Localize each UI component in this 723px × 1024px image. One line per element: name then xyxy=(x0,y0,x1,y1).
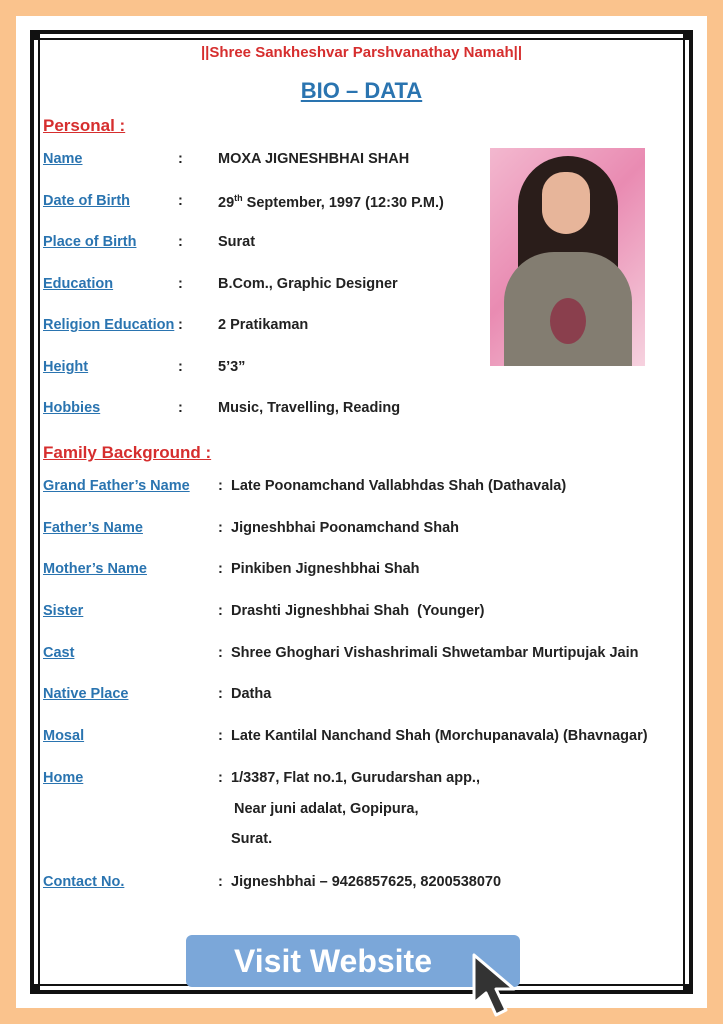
corner-ornament xyxy=(683,984,693,994)
colon: : xyxy=(218,561,223,577)
photo-face xyxy=(542,172,590,234)
height-value: 5’3” xyxy=(218,359,246,375)
mother-label: Mother’s Name xyxy=(43,561,147,577)
colon: : xyxy=(178,400,183,416)
grand-father-value: Late Poonamchand Vallabhdas Shah (Dathavala) xyxy=(231,478,567,494)
father-value: Jigneshbhai Poonamchand Shah xyxy=(231,520,460,536)
colon: : xyxy=(218,770,223,786)
grand-father-label: Grand Father’s Name xyxy=(43,478,190,494)
dob-day: 29 xyxy=(218,194,235,211)
home-line-3: Surat. xyxy=(231,831,273,847)
contact-value: Jigneshbhai – 9426857625, 8200538070 xyxy=(231,874,502,890)
colon: : xyxy=(218,520,223,536)
cursor-arrow-icon xyxy=(470,953,520,1019)
colon: : xyxy=(218,728,223,744)
dob-rest: September, 1997 (12:30 P.M.) xyxy=(242,194,444,211)
colon: : xyxy=(178,193,183,209)
profile-photo xyxy=(490,148,645,366)
colon: : xyxy=(178,276,183,292)
colon: : xyxy=(218,686,223,702)
religion-education-label: Religion Education xyxy=(43,317,175,333)
native-place-value: Datha xyxy=(231,686,272,702)
education-value: B.Com., Graphic Designer xyxy=(218,276,398,292)
name-value: MOXA JIGNESHBHAI SHAH xyxy=(218,151,410,167)
sister-value: Drashti Jigneshbhai Shah (Younger) xyxy=(231,603,485,619)
colon: : xyxy=(178,317,183,333)
colon: : xyxy=(178,151,183,167)
colon: : xyxy=(218,874,223,890)
home-line-1: 1/3387, Flat no.1, Gurudarshan app., xyxy=(231,770,480,786)
place-of-birth-value: Surat xyxy=(218,234,256,250)
place-of-birth-label: Place of Birth xyxy=(43,234,137,250)
education-label: Education xyxy=(43,276,114,292)
religion-education-value: 2 Pratikaman xyxy=(218,317,309,333)
height-label: Height xyxy=(43,359,89,375)
colon: : xyxy=(218,645,223,661)
father-label: Father’s Name xyxy=(43,520,143,536)
mosal-value: Late Kantilal Nanchand Shah (Morchupanavala) (Bhavnagar) xyxy=(231,728,648,744)
corner-ornament xyxy=(30,984,40,994)
contact-label: Contact No. xyxy=(43,874,125,890)
photo-embroidery xyxy=(550,298,586,344)
sister-label: Sister xyxy=(43,603,84,619)
native-place-label: Native Place xyxy=(43,686,129,702)
personal-heading: Personal : xyxy=(43,116,126,135)
corner-ornament xyxy=(30,30,40,40)
dob-suffix: th xyxy=(234,193,243,203)
name-label: Name xyxy=(43,151,83,167)
colon: : xyxy=(178,359,183,375)
mosal-label: Mosal xyxy=(43,728,85,744)
corner-ornament xyxy=(683,30,693,40)
mother-value: Pinkiben Jigneshbhai Shah xyxy=(231,561,420,577)
document-title: BIO – DATA xyxy=(300,78,423,103)
hobbies-value: Music, Travelling, Reading xyxy=(218,400,401,416)
dob-label: Date of Birth xyxy=(43,193,130,209)
colon: : xyxy=(178,234,183,250)
dob-value xyxy=(218,193,444,211)
cast-label: Cast xyxy=(43,645,75,661)
colon: : xyxy=(218,478,223,494)
visit-website-button[interactable]: Visit Website xyxy=(186,935,520,987)
hobbies-label: Hobbies xyxy=(43,400,101,416)
home-line-2: Near juni adalat, Gopipura, xyxy=(234,801,419,817)
cast-value: Shree Ghoghari Vishashrimali Shwetambar Murtipujak Jain xyxy=(231,645,639,661)
invocation-text: ||Shree Sankheshvar Parshvanathay Namah|| xyxy=(200,44,523,61)
family-heading: Family Background : xyxy=(43,443,212,462)
colon: : xyxy=(218,603,223,619)
home-label: Home xyxy=(43,770,84,786)
